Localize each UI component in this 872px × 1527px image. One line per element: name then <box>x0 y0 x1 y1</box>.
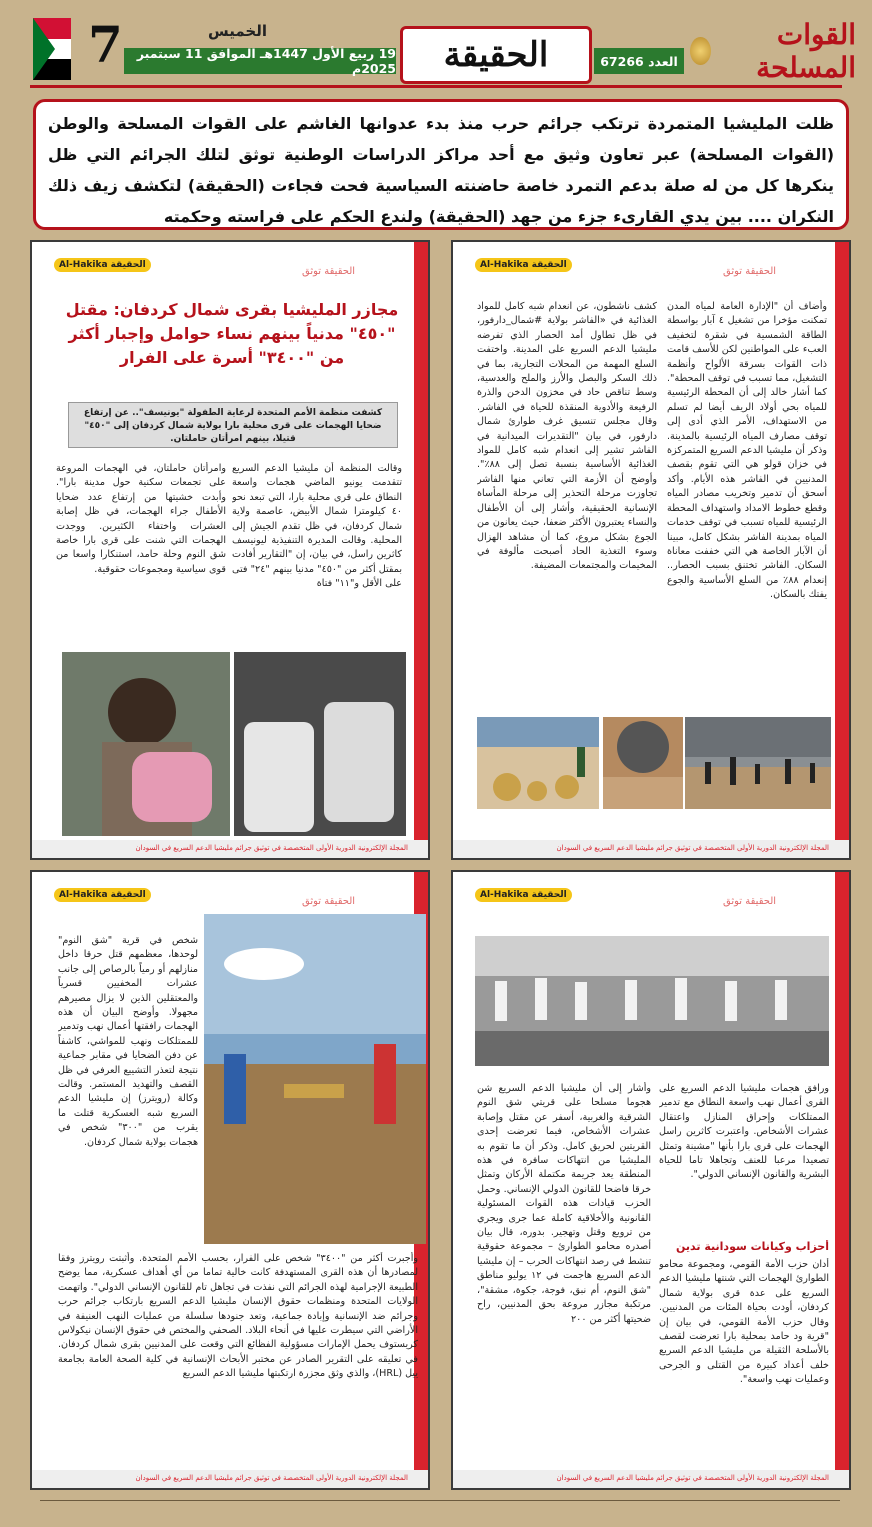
section-label: الحقيقة توثق <box>302 896 356 907</box>
article-column-right: شخص في قرية "شق النوم" لوحدها، معظمهم قتل حرقا داخل منازلهم أو رمياً بالرصاص إلى جانب عشرات المخفيين قسرياً والمعتقلين الذين لا يزال مصيرهم مجهولا. وأوضح البيان أن هذه الهجمات رافقتها أعمال نهب وتدمير للممتلكات ونهب للمواشي، كاشفاً عن دفن الضحايا في مقابر جماعية نتيجة لتعذر التشييع العرفي في ظل القصف والتهديد المستمر. وقالت وكالة (رويترز) إن مليشيا الدعم السريع شبه العسكرية قتلت ما يقرب من "٣٠٠" شخص في هجمات بولاية شمال كردفان. <box>58 935 198 1148</box>
page-footer: المجلة الإلكترونية الدورية الأولى المتخصصة في توثيق جرائم مليشيا الدعم السريع في السودان <box>453 840 849 858</box>
article-page-2 <box>30 240 430 860</box>
subheading <box>659 1240 829 1256</box>
date-bar: 19 ربيع الأول 1447هـ الموافق 11 سبتمبر 2025م <box>124 48 396 74</box>
section-label: الحقيقة توثق <box>302 266 356 277</box>
photo-mass-funeral <box>475 936 829 1066</box>
armed-forces-emblem-icon <box>690 37 711 65</box>
page-footer: المجلة الإلكترونية الدورية الأولى المتخصصة في توثيق جرائم مليشيا الدعم السريع في السودان <box>32 1470 428 1488</box>
hakika-logo: Al-Hakika الحقيقة <box>475 258 572 272</box>
article-column-left: وأشار إلى أن مليشيا الدعم السريع شن هجوما مسلحا على قريتي شق النوم الشرقية والغربية، أسفر عن مقتل وإصابة عشرات الأشخاص، فيما تعرضت إحدى القريتين لحريق كامل. وذكر أن ما تقوم به المليشيا من انتهاكات سافرة في هذه المنطقة يعد جريمة مكتملة الأركان وتمثل خرقا فاضحا للقانون الدولي الإنساني. وحمل الحزب قيادات هذه القوات المسئولية القانونية والأخلاقية كاملة عما جرى ويجري من ترويع وقتل وتهجير. بدوره، قال بيان أصدره محامو الطوارئ – مجموعة حقوقية تنشط في رصد انتهاكات الحرب – إن مليشيا الدعم السريع هاجمت في ١٢ يوليو مناطق "شق النوم، أم نبق، فوجة، جكوة، مشقة"، مرتكبة مجازر مروعة بحق المدنيين، راح ضحيتها أكثر من ٢٠٠ <box>477 1083 651 1325</box>
photo-shrouded-bodies <box>234 652 406 836</box>
subheading-text: أحزاب وكيانات سودانية تدين <box>676 1240 829 1253</box>
article-column-right: وأضاف أن "الإدارة العامة لمياه المدن تمكنت مؤخرا من تشغيل ٤ آبار بواسطة الطاقة الشمسية في شقرة لتخفيف العبء على المواطنين لكن للأسف قامت ذات القوات بسرقة الألواح وأنظمة التشغيل، مما تسبب في توقف المحطة". كما أشار خالد إلى أن المحطة الرئيسية للمياه بحي أولاد الريف أيضا لم تسلم من الاستهداف، الأمر الذي أدى إلى توقف مصارف المياه الرئيسية بالمدينة. وذكر أن مليشيا الدعم السريع المتمركزة في خزان قولو هي التي تقوم بقصف المدنيين في الفاشر هذه الأيام. وأكد أسحق أن تدمير وتخريب مصادر المياه وقطع خطوط الامداد واستهداف المحطة الرئيسية للمياه تسبب في توقف خدمات المياه بمدينة الفاشر بشكل كامل، مبينا أن الآبار الخاصة هي التي خففت معاناة السكان. الفاشر تختنق بسبب الحصار.. إنعدام ٨٨٪ من السلع الأساسية والجوع يفتك بالسكان. <box>667 301 827 601</box>
hakika-logo: Al-Hakika الحقيقة <box>475 888 572 902</box>
issue-number: العدد 67266 <box>594 48 684 74</box>
article-page-4 <box>30 870 430 1490</box>
page-number: 7 <box>88 15 123 74</box>
photo-food-line <box>477 717 599 809</box>
hakika-logo: Al-Hakika الحقيقة <box>54 258 151 272</box>
article-column-right: وقالت المنظمة أن مليشيا الدعم السريع تتقدمت يونيو الماضي هجمات واسعة النطاق على قرى محلية بارا، التي تبعد نحو ٤٠ كيلومترا شمال الأبيض، عاصمة ولاية شمال كردفان، في ظل تقدم الجيش إلى المحلية. وقالت المديرة التنفيذية ليونيسف كاثرين راسل، في بيان، إن "التقارير أفادت بمقتل أكثر من "٤٥٠" مدنيا بينهم "٢٤" فتى على الأقل و"١١" فتاة <box>232 463 402 590</box>
photo-fleeing-civilians <box>685 717 831 809</box>
section-label: الحقيقة توثق <box>723 266 777 277</box>
article-page-3 <box>451 870 851 1490</box>
masthead-title: الحقيقة <box>400 26 592 84</box>
article-full-width-text: وأجبرت أكثر من "٣٤٠٠" شخص على الفرار، بحسب الأمم المتحدة. وأثبتت رويترز وفقا لمصادرها أن هذه القرى المستهدفة كانت خالية تماما من أي أهداف عسكرية، مما يوضح الطبيعة الإجرامية لهذه الجرائم التي نفذت في تجاهل تام للقانون الإنساني الدولي". واتهمت الولايات المتحدة ومنظمات حقوق الإنسان مليشيا الدعم السريع بارتكاب جرائم حرب وجرائم ضد الإنسانية وإبادة جماعية، وتعد جنودها سلسلة من عمليات النهب العنيفة في الأراضي التي سيطرت عليها في أنحاء البلاد. الصحفي والمختص في حقوق الإنسان نيكولاس كريستوف يحمل الإمارات مسؤولية الفظائع التي وقعت على المدنيين بقرى شمال كردفان. في تعليقه على التقرير الصادر عن مختبر الأبحاث الإنسانية في كلية الصحة العامة بجامعة ييل (HRL)، والذي وثق مجزرة ارتكبتها مليشيا الدعم السريع <box>58 1253 418 1380</box>
article-column-right: ورافق هجمات مليشيا الدعم السريع على القرى أعمال نهب واسعة النطاق مع تدمير الممتلكات وإحراق المنازل واعتقال عشرات الأشخاص. واعتبرت كاثرين راسل الهجمات على قرى بارا بأنها "مشينة وتمثل تصعيدا مرعبا للعنف وتجاهلا تاما للحياة البشرية والقانون الإنساني الدولي". <box>659 1083 829 1181</box>
page-accent-bar <box>835 872 849 1488</box>
article-column-left: كشف ناشطون، عن انعدام شبه كامل للمواد الغذائية في «الفاشر بولاية #شمال_دارفور، في ظل تطاول أمد الحصار الذي تفرضه مليشيا الدعم السريع على المدينة. واختفت السلع المهمة من المحلات التجارية، بما في ذلك السكر والبصل والأرز والملح والعدسية، وسط تناقص حاد في مخزون الدخن والذرة الرفيعة والأدوية المنقذة للحياة في الفاشر. وقال مجلس تنسيق غرف طوارئ شمال دارفور، في بيان "التقديرات الميدانية في الفاشر تشير إلى انعدام شبه كامل للمواد الغذائية الأساسية بنسبة تصل إلى ٨٨٪". وأوضح أن الأزمة التي تعاني منها الفاشر تجاوزت مرحلة التحذير إلى مرحلة المأساة الإنسانية الحقيقية، وأشار إلى أن الأطفال والنساء يعتبرون الأكثر ضعفا، حيث يعانون من الجوع بشكل مروع، كما أن مشاهد الهزال وسوء التغذية الحاد أصبحت مألوفة في المخيمات والمجتمعات المضيفة. <box>477 301 657 572</box>
hakika-logo: Al-Hakika الحقيقة <box>54 888 151 902</box>
sudan-flag-icon <box>33 18 71 80</box>
article-column-right-continued: أدان حزب الأمة القومي، ومجموعة محامو الطوارئ الهجمات التي شنتها مليشيا الدعم السريع على عدة قرى بولاية شمال كردفان، أودت بحياة المئات من المدنيين. وقال حزب الأمة القومي، في بيان إن "قرية ود حامد بمحلية بارا تعرضت لقصف بالأسلحة الثقيلة من مليشيا الدعم السريع خلف أعداد كبيرة من القتلى و الجرحى وعمليات نهب واسعة". <box>659 1259 829 1386</box>
article-page-1 <box>451 240 851 860</box>
page-footer: المجلة الإلكترونية الدورية الأولى المتخصصة في توثيق جرائم مليشيا الدعم السريع في السودان <box>32 840 428 858</box>
section-label: الحقيقة توثق <box>723 896 777 907</box>
page-footer: المجلة الإلكترونية الدورية الأولى المتخصصة في توثيق جرائم مليشيا الدعم السريع في السودان <box>453 1470 849 1488</box>
photo-burial-gathering <box>204 914 426 1244</box>
intro-box: ظلت المليشيا المتمردة ترتكب جرائم حرب منذ بدء عدوانها الغاشم على القوات المسلحة والوطن (القوات المسلحة) عبر تعاون وثيق مع أحد مراكز الدراسات الوطنية توثق لتلك الجرائم التي ظل ينكرها كل من له صلة بدعم التمرد خاصة حاضنته السياسية فحت فجاءت (الحقيقة) لتكشف زيف ذلك النكران .... بين يدي القارىء جزء من جهد (الحقيقة) ولندع الحكم على فراسته وحكمته <box>33 99 849 230</box>
day-name: الخميس <box>208 22 267 40</box>
header-divider <box>30 85 842 88</box>
photo-mother-child <box>62 652 230 836</box>
brand-text: القوات المسلحة <box>756 18 856 84</box>
brand-logo <box>688 18 856 84</box>
article-headline: مجازر المليشيا بقرى شمال كردفان: مقتل "٤٥٠" مدنياً بينهم نساء حوامل وإجبار أكثر من "٣٤٠٠" أسرة على الفرار <box>65 300 399 367</box>
article-column-left: وامرأتان حاملتان، في الهجمات المروعة على تجمعات سكنية حول مدينة بارا". وأبدت خشيتها من إرتفاع عدد ضحايا الأطفال جراء الهجمات، في ظل إصابة العشرات واختفاء الكثيرين. ووجدت الهجمات التي شنت على قرى بارا خاصة شق النوم وحلة حامد، استنكارا واسعا من قوى سياسية ومجموعات حقوقية. <box>56 463 226 575</box>
newspaper-header <box>0 0 872 92</box>
page-accent-bar <box>835 242 849 858</box>
page-accent-bar <box>414 242 428 858</box>
bottom-divider <box>40 1500 840 1501</box>
article-summary: كشفت منظمة الأمم المتحدة لرعاية الطفولة "يونيسف".. عن إرتفاع ضحايا الهجمات على قرى محلية بارا بولاية شمال كردفان إلى "٤٥٠" قتيلا، بينهم امرأتان حاملتان. <box>68 402 398 448</box>
photo-smoke <box>603 717 683 809</box>
